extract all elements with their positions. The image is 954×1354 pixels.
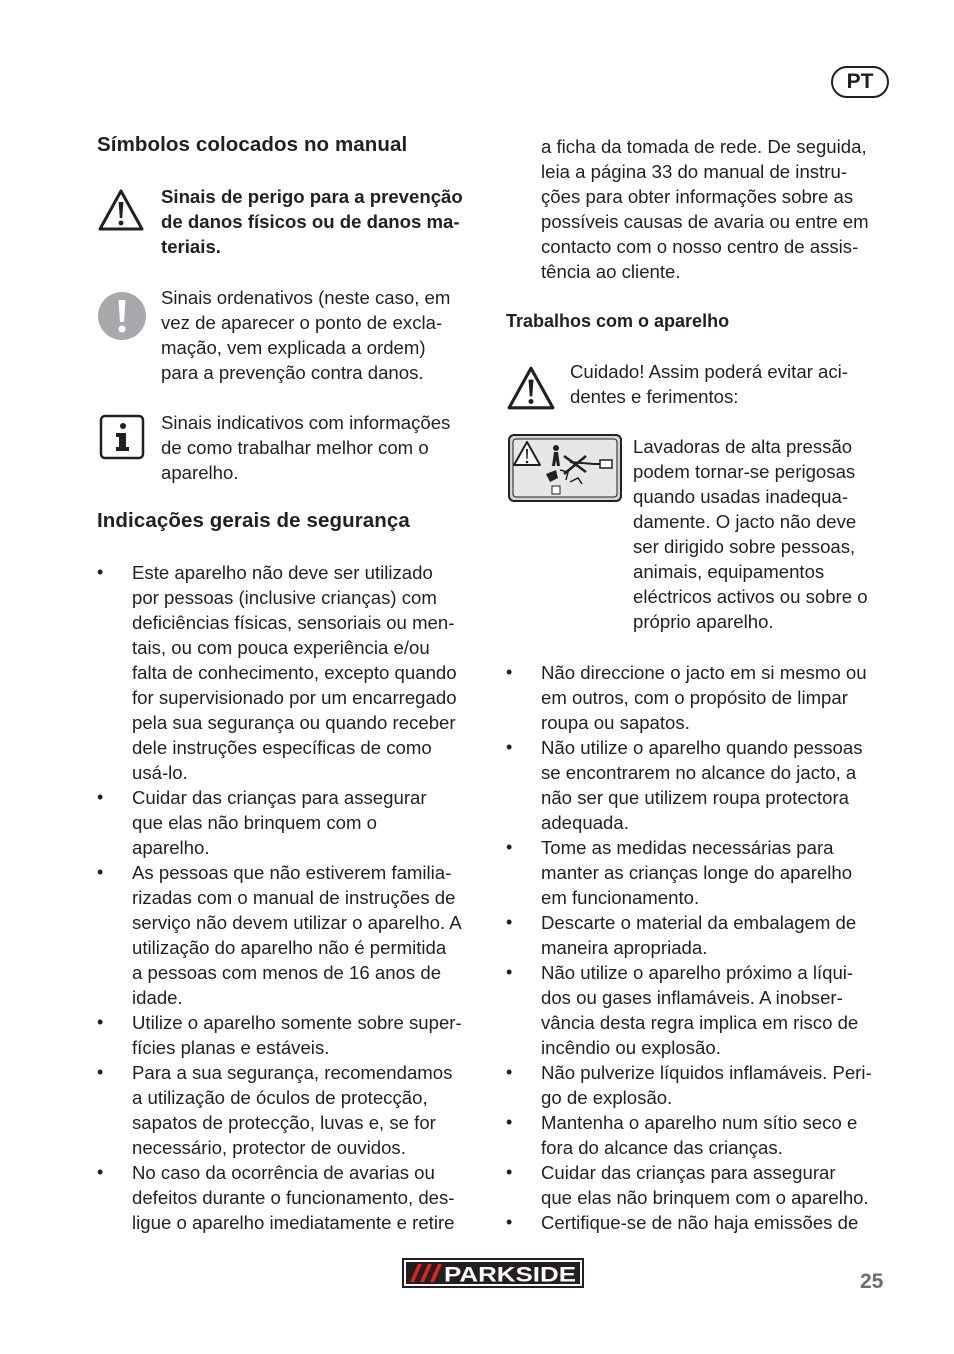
bullet-glyph: • bbox=[506, 737, 513, 757]
text-line: manter as crianças longe do aparelho bbox=[541, 862, 853, 883]
parkside-logo bbox=[402, 1258, 584, 1288]
language-badge: PT bbox=[831, 66, 889, 98]
text-line: Não pulverize líquidos inflamáveis. Peri- bbox=[541, 1062, 872, 1083]
work-section-title: Trabalhos com o aparelho bbox=[506, 311, 730, 331]
warning-triangle-icon bbox=[506, 365, 556, 411]
text-line: dos ou gases inflamáveis. A inobser- bbox=[541, 987, 843, 1008]
text-line: go de explosão. bbox=[541, 1087, 673, 1108]
text-line: vância desta regra implica em risco de bbox=[541, 1012, 859, 1033]
text-line: leia a página 33 do manual de instru- bbox=[541, 161, 847, 182]
text-line: Sinais indicativos com informações bbox=[161, 412, 451, 433]
caution-text bbox=[570, 359, 848, 409]
text-line: fora do alcance das crianças. bbox=[541, 1137, 783, 1158]
mandatory-text bbox=[161, 285, 450, 385]
safety-section-title: Indicações gerais de segurança bbox=[97, 509, 410, 532]
text-line: mação, vem explicada a ordem) bbox=[161, 337, 426, 358]
text-line: eléctricos activos ou sobre o bbox=[633, 586, 868, 607]
text-line: não ser que utilizem roupa protectora bbox=[541, 787, 850, 808]
text-line: Sinais de perigo para a prevenção bbox=[161, 186, 463, 207]
continuation-paragraph bbox=[541, 134, 869, 284]
text-line: possíveis causas de avaria ou entre em bbox=[541, 211, 869, 232]
list-item bbox=[506, 1110, 896, 1160]
brand-text: PARKSIDE bbox=[444, 1263, 576, 1287]
text-line: damente. O jacto não deve bbox=[633, 511, 857, 532]
text-line: pela sua segurança ou quando receber bbox=[132, 712, 456, 733]
text-line: incêndio ou explosão. bbox=[541, 1037, 721, 1058]
bullet-glyph: • bbox=[97, 1012, 104, 1032]
symbols-section-title: Símbolos colocados no manual bbox=[97, 133, 408, 156]
text-line: contacto com o nosso centro de assis- bbox=[541, 236, 859, 257]
bullet-glyph: • bbox=[506, 1062, 513, 1082]
text-line: tência ao cliente. bbox=[541, 261, 681, 282]
text-line: que elas não brinquem com o bbox=[132, 812, 377, 833]
info-text bbox=[161, 410, 450, 485]
text-line: próprio aparelho. bbox=[633, 611, 774, 632]
text-line: Não utilize o aparelho próximo a líqui- bbox=[541, 962, 854, 983]
list-item bbox=[506, 910, 896, 960]
text-line: Utilize o aparelho somente sobre super- bbox=[132, 1012, 462, 1033]
text-line: tais, ou com pouca experiência e/ou bbox=[132, 637, 430, 658]
text-line: ser dirigido sobre pessoas, bbox=[633, 536, 856, 557]
text-line: Cuidado! Assim poderá evitar aci- bbox=[570, 361, 849, 382]
list-item bbox=[506, 1210, 896, 1235]
text-line: Não utilize o aparelho quando pessoas bbox=[541, 737, 863, 758]
text-line: que elas não brinquem com o aparelho. bbox=[541, 1187, 869, 1208]
text-line: for supervisionado por um encarregado bbox=[132, 687, 457, 708]
text-line: utilização do aparelho não é permitida bbox=[132, 937, 447, 958]
list-item bbox=[97, 1010, 487, 1060]
text-line: Tome as medidas necessárias para bbox=[541, 837, 834, 858]
text-line: se encontrarem no alcance do jacto, a bbox=[541, 762, 857, 783]
text-line: Mantenha o aparelho num sítio seco e bbox=[541, 1112, 858, 1133]
text-line: defeitos durante o funcionamento, des- bbox=[132, 1187, 455, 1208]
list-item bbox=[97, 1160, 487, 1235]
bullet-glyph: • bbox=[506, 662, 513, 682]
text-line: necessário, protector de ouvidos. bbox=[132, 1137, 406, 1158]
list-item bbox=[97, 860, 487, 1010]
list-item bbox=[506, 735, 896, 835]
text-line: Este aparelho não deve ser utilizado bbox=[132, 562, 433, 583]
text-line: de danos físicos ou de danos ma- bbox=[161, 211, 460, 232]
text-line: ligue o aparelho imediatamente e retire bbox=[132, 1212, 455, 1233]
text-line: deficiências físicas, sensoriais ou men- bbox=[132, 612, 455, 633]
text-line: a pessoas com menos de 16 anos de bbox=[132, 962, 442, 983]
text-line: adequada. bbox=[541, 812, 629, 833]
text-line: usá-lo. bbox=[132, 762, 188, 783]
text-line: para a prevenção contra danos. bbox=[161, 362, 424, 383]
bullet-glyph: • bbox=[506, 912, 513, 932]
text-line: Não direccione o jacto em si mesmo ou bbox=[541, 662, 867, 683]
text-line: Sinais ordenativos (neste caso, em bbox=[161, 287, 451, 308]
page-number: 25 bbox=[860, 1270, 884, 1293]
bullet-glyph: • bbox=[506, 962, 513, 982]
text-line: Cuidar das crianças para assegurar bbox=[132, 787, 427, 808]
text-line: As pessoas que não estiverem familia- bbox=[132, 862, 452, 883]
text-line: quando usadas inadequa- bbox=[633, 486, 849, 507]
pressure-washer-warning-icon bbox=[508, 434, 622, 502]
bullet-glyph: • bbox=[506, 1112, 513, 1132]
text-line: teriais. bbox=[161, 236, 221, 257]
list-item bbox=[97, 1060, 487, 1160]
text-line: idade. bbox=[132, 987, 183, 1008]
list-item bbox=[506, 835, 896, 910]
text-line: sapatos de protecção, luvas e, se for bbox=[132, 1112, 436, 1133]
text-line: serviço não devem utilizar o aparelho. A bbox=[132, 912, 462, 933]
text-line: aparelho. bbox=[161, 462, 239, 483]
text-line: em funcionamento. bbox=[541, 887, 700, 908]
text-line: por pessoas (inclusive crianças) com bbox=[132, 587, 437, 608]
text-line: podem tornar-se perigosas bbox=[633, 461, 856, 482]
bullet-glyph: • bbox=[97, 787, 104, 807]
exclamation-circle-icon bbox=[97, 291, 147, 341]
warning-triangle-icon bbox=[97, 188, 145, 232]
info-icon bbox=[99, 414, 145, 460]
text-line: em outros, com o propósito de limpar bbox=[541, 687, 848, 708]
text-line: maneira apropriada. bbox=[541, 937, 708, 958]
bullet-glyph: • bbox=[97, 562, 104, 582]
text-line: fícies planas e estáveis. bbox=[132, 1037, 330, 1058]
list-item bbox=[506, 960, 896, 1060]
bullet-glyph: • bbox=[97, 1062, 104, 1082]
text-line: falta de conhecimento, excepto quando bbox=[132, 662, 457, 683]
text-line: dele instruções específicas de como bbox=[132, 737, 432, 758]
text-line: de como trabalhar melhor com o bbox=[161, 437, 429, 458]
text-line: Certifique-se de não haja emissões de bbox=[541, 1212, 859, 1233]
text-line: dentes e ferimentos: bbox=[570, 386, 739, 407]
text-line: a ficha da tomada de rede. De seguida, bbox=[541, 136, 867, 157]
bullet-glyph: • bbox=[97, 1162, 104, 1182]
pressure-warning-text bbox=[633, 434, 868, 634]
bullet-glyph: • bbox=[506, 1162, 513, 1182]
list-item bbox=[506, 660, 896, 735]
text-line: vez de aparecer o ponto de excla- bbox=[161, 312, 443, 333]
list-item bbox=[97, 560, 487, 785]
list-item bbox=[506, 1160, 896, 1210]
text-line: No caso da ocorrência de avarias ou bbox=[132, 1162, 435, 1183]
text-line: ções para obter informações sobre as bbox=[541, 186, 854, 207]
text-line: Cuidar das crianças para assegurar bbox=[541, 1162, 836, 1183]
bullet-glyph: • bbox=[506, 837, 513, 857]
text-line: Para a sua segurança, recomendamos bbox=[132, 1062, 453, 1083]
text-line: Descarte o material da embalagem de bbox=[541, 912, 857, 933]
text-line: Lavadoras de alta pressão bbox=[633, 436, 853, 457]
text-line: roupa ou sapatos. bbox=[541, 712, 690, 733]
bullet-glyph: • bbox=[97, 862, 104, 882]
text-line: rizadas com o manual de instruções de bbox=[132, 887, 456, 908]
text-line: a utilização de óculos de protecção, bbox=[132, 1087, 428, 1108]
safety-bullet-list bbox=[97, 560, 487, 1235]
work-bullet-list bbox=[506, 660, 896, 1235]
text-line: aparelho. bbox=[132, 837, 210, 858]
list-item bbox=[506, 1060, 896, 1110]
danger-text bbox=[161, 184, 463, 259]
bullet-glyph: • bbox=[506, 1212, 513, 1232]
list-item bbox=[97, 785, 487, 860]
text-line: animais, equipamentos bbox=[633, 561, 825, 582]
